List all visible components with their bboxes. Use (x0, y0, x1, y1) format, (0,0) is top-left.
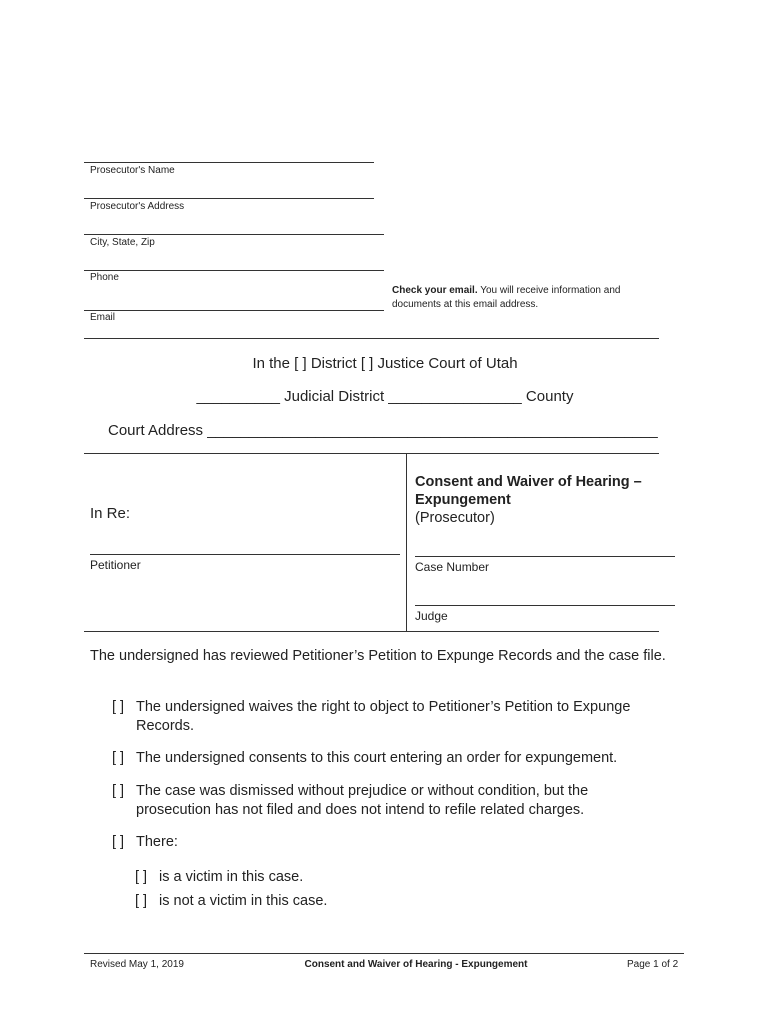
option-3-checkbox[interactable]: [ ] (112, 783, 125, 799)
email-note (392, 284, 667, 312)
footer-revised: Revised May 1, 2019 (90, 959, 184, 970)
prosecutor-name-label: Prosecutor's Name (90, 165, 175, 176)
in-re-label: In Re: (90, 505, 131, 522)
footer-divider (84, 953, 684, 954)
victim-no-checkbox[interactable]: [ ] (135, 893, 148, 909)
petitioner-label: Petitioner (90, 558, 141, 572)
option-1-checkbox[interactable]: [ ] (112, 699, 125, 715)
email-note-text: You will receive information and documents at this email address. (392, 285, 621, 310)
option-1-text: The undersigned waives the right to object to Petitioner’s Petition to Expunge Records. (136, 699, 631, 734)
caption-bottom-line (84, 631, 659, 632)
email-note-bold: Check your email. (392, 285, 478, 296)
city-state-zip-line[interactable] (84, 234, 384, 235)
petitioner-line[interactable] (90, 554, 400, 555)
city-state-zip-label: City, State, Zip (90, 237, 155, 248)
judge-label: Judge (415, 609, 448, 623)
option-2-checkbox[interactable]: [ ] (112, 750, 125, 766)
phone-label: Phone (90, 272, 119, 283)
prosecutor-address-line[interactable] (84, 198, 374, 199)
victim-no-text: is not a victim in this case. (159, 893, 328, 909)
prosecutor-name-line[interactable] (84, 162, 374, 163)
option-3-text: The case was dismissed without prejudice or without condition, but the prosecution has not filed and does not intend to refile related charges. (136, 783, 589, 818)
judge-line[interactable] (415, 605, 675, 606)
judicial-district-line: __________ Judicial District ________________ County (196, 388, 574, 405)
court-address-line: Court Address ______________________________________________________ (108, 422, 658, 439)
case-number-label: Case Number (415, 560, 490, 574)
option-4-checkbox[interactable]: [ ] (112, 834, 125, 850)
court-type-line: In the [ ] District [ ] Justice Court of Utah (252, 355, 518, 372)
option-4-text: There: (136, 834, 178, 850)
header-divider (84, 338, 659, 339)
victim-yes-checkbox[interactable]: [ ] (135, 869, 148, 885)
document-title: Consent and Waiver of Hearing – Expungement (415, 474, 642, 508)
intro-paragraph: The undersigned has reviewed Petitioner’s Petition to Expunge Records and the case file. (90, 648, 666, 664)
prosecutor-address-label: Prosecutor's Address (90, 201, 185, 212)
phone-line[interactable] (84, 270, 384, 271)
email-label: Email (90, 312, 116, 323)
footer-page-number: Page 1 of 2 (627, 959, 679, 970)
email-line[interactable] (84, 310, 384, 311)
footer-title: Consent and Waiver of Hearing - Expungement (304, 959, 528, 970)
caption-divider (406, 453, 407, 631)
option-2-text: The undersigned consents to this court entering an order for expungement. (136, 750, 618, 766)
document-subtitle: (Prosecutor) (415, 510, 495, 526)
caption-top-line (84, 453, 659, 454)
case-number-line[interactable] (415, 556, 675, 557)
victim-yes-text: is a victim in this case. (159, 869, 304, 885)
